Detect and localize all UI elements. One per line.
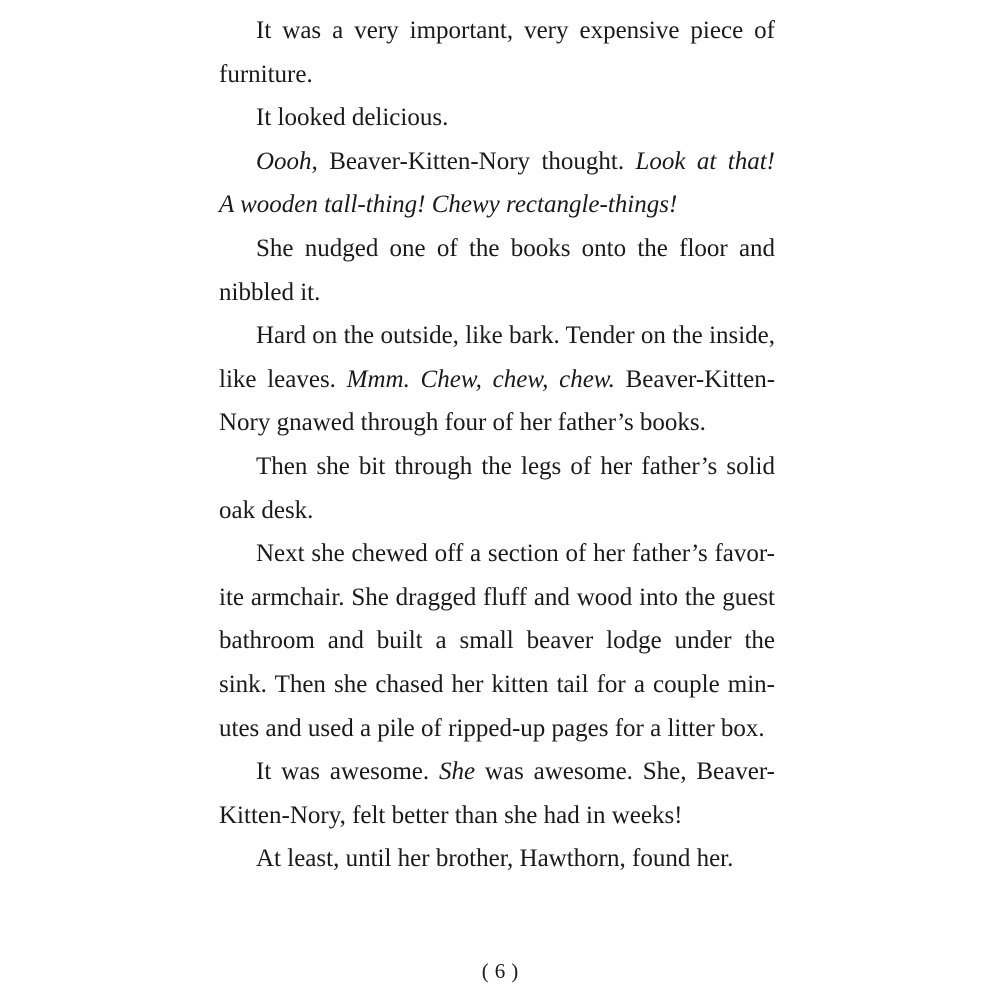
body-text: Then she bit through the legs of her father’s solid <box>256 453 776 480</box>
body-text: sink. Then she chased her kitten tail for a couple min- <box>219 671 775 698</box>
text-line <box>256 16 775 46</box>
text-line <box>219 714 765 744</box>
body-text: bathroom and built a small beaver lodge under the <box>219 627 775 655</box>
body-text: Hard on the outside, like bark. Tender on the inside, <box>256 322 776 350</box>
body-text: Beaver-Kitten- <box>614 365 776 393</box>
page-number <box>440 957 560 985</box>
text-line <box>219 801 683 831</box>
text-line <box>256 147 775 177</box>
body-text: Beaver-Kitten-Nory thought. <box>317 147 636 175</box>
italic-text: Oooh, <box>256 147 318 175</box>
text-line <box>219 496 313 526</box>
body-text: Next she chewed off a section of her father’s favor- <box>256 540 776 568</box>
body-text: utes and used a pile of ripped-up pages for a litter box. <box>219 714 765 742</box>
text-line <box>219 60 313 90</box>
body-text: It looked delicious. <box>256 104 449 132</box>
text-line <box>219 583 775 613</box>
body-text: At least, until her brother, Hawthorn, found her. <box>256 845 734 873</box>
text-line <box>219 278 320 308</box>
body-text: oak desk. <box>219 496 314 524</box>
text-line <box>219 670 775 700</box>
italic-text: She <box>438 758 476 786</box>
body-text: was awesome. She, Beaver- <box>475 758 775 786</box>
page-number-value: 6 <box>494 959 506 983</box>
page-number-open-paren: ( <box>481 959 489 983</box>
text-line <box>219 626 775 656</box>
page-number-close-paren: ) <box>511 959 519 983</box>
body-text: It was a very important, very expensive piece of <box>256 17 775 44</box>
body-text: nibbled it. <box>219 278 321 306</box>
text-line <box>256 844 733 874</box>
italic-text: Mmm. Chew, chew, chew. <box>346 365 615 393</box>
text-line <box>256 757 775 787</box>
body-text: It was awesome. <box>256 758 439 786</box>
text-line <box>256 452 775 482</box>
italic-text: Look at that! <box>635 147 775 175</box>
text-line <box>256 103 448 133</box>
body-text: furniture. <box>219 60 313 88</box>
body-text: Nory gnawed through four of her father’s books. <box>219 409 706 437</box>
body-text: She nudged one of the books onto the floor and <box>256 235 776 262</box>
italic-text: A wooden tall-thing! Chewy rectangle-things! <box>219 191 678 219</box>
body-text: Kitten-Nory, felt better than she had in weeks! <box>219 801 683 829</box>
text-line <box>256 539 775 569</box>
text-line <box>256 321 775 351</box>
text-line <box>219 365 775 395</box>
text-line <box>219 190 677 220</box>
text-line <box>256 234 775 264</box>
text-line <box>219 408 706 438</box>
body-text: ite armchair. She dragged fluff and wood into the guest <box>219 583 776 611</box>
body-text: like leaves. <box>219 365 347 393</box>
